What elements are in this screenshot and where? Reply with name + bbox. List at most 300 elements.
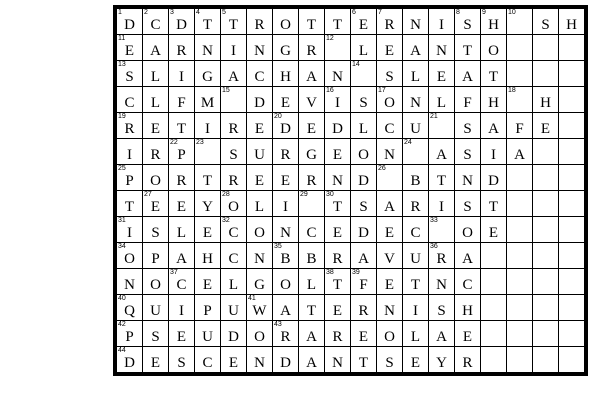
crossword-cell[interactable] — [195, 165, 221, 191]
crossword-cell[interactable] — [143, 9, 169, 35]
cell-letter: R — [228, 173, 239, 189]
cell-letter: T — [202, 173, 213, 189]
crossword-cell[interactable] — [429, 61, 455, 87]
cell-letter: T — [358, 355, 369, 371]
crossword-cell[interactable] — [507, 139, 533, 165]
clue-number: 24 — [404, 139, 412, 146]
crossword-grid[interactable] — [116, 8, 585, 373]
crossword-cell[interactable] — [325, 217, 351, 243]
cell-letter: S — [463, 121, 472, 137]
clue-number: 25 — [118, 165, 126, 172]
cell-letter: E — [150, 199, 161, 215]
crossword-cell[interactable] — [403, 347, 429, 373]
crossword-cell[interactable] — [429, 9, 455, 35]
cell-letter: S — [151, 329, 160, 345]
crossword-cell[interactable] — [273, 321, 299, 347]
crossword-cell[interactable] — [455, 165, 481, 191]
crossword-cell[interactable] — [377, 243, 403, 269]
crossword-cell[interactable] — [299, 347, 325, 373]
cell-letter: E — [124, 43, 135, 59]
cell-letter: E — [384, 43, 395, 59]
crossword-cell[interactable] — [533, 87, 559, 113]
crossword-cell[interactable] — [169, 87, 195, 113]
crossword-cell[interactable] — [351, 269, 377, 295]
crossword-cell[interactable] — [455, 191, 481, 217]
clue-number: 23 — [196, 139, 204, 146]
cell-letter: A — [280, 303, 291, 319]
crossword-cell[interactable] — [247, 87, 273, 113]
crossword-cell[interactable] — [221, 165, 247, 191]
crossword-cell[interactable] — [481, 113, 507, 139]
cell-letter: I — [205, 121, 210, 137]
crossword-cell[interactable] — [325, 9, 351, 35]
crossword-cell[interactable] — [273, 87, 299, 113]
crossword-cell[interactable] — [221, 321, 247, 347]
crossword-cell[interactable] — [429, 217, 455, 243]
cell-letter: S — [463, 147, 472, 163]
crossword-cell[interactable] — [247, 113, 273, 139]
crossword-cell[interactable] — [273, 347, 299, 373]
cell-letter: N — [254, 251, 265, 267]
crossword-cell[interactable] — [273, 191, 299, 217]
cell-letter: L — [358, 43, 369, 59]
crossword-cell[interactable] — [299, 87, 325, 113]
crossword-cell[interactable] — [455, 9, 481, 35]
crossword-cell[interactable] — [455, 321, 481, 347]
clue-number: 5 — [222, 9, 226, 16]
crossword-cell[interactable] — [377, 87, 403, 113]
crossword-cell[interactable] — [221, 35, 247, 61]
crossword-cell[interactable] — [117, 191, 143, 217]
crossword-block-cell — [507, 191, 533, 217]
crossword-cell[interactable] — [377, 269, 403, 295]
crossword-cell[interactable] — [403, 139, 429, 165]
crossword-cell[interactable] — [351, 113, 377, 139]
crossword-cell[interactable] — [221, 243, 247, 269]
cell-letter: I — [439, 17, 444, 33]
cell-letter: E — [280, 173, 291, 189]
crossword-block-cell — [533, 35, 559, 61]
crossword-cell[interactable] — [195, 295, 221, 321]
crossword-cell[interactable] — [273, 217, 299, 243]
crossword-cell[interactable] — [273, 9, 299, 35]
crossword-cell[interactable] — [377, 321, 403, 347]
crossword-cell[interactable] — [221, 9, 247, 35]
crossword-cell[interactable] — [299, 165, 325, 191]
cell-letter: R — [306, 173, 317, 189]
crossword-cell[interactable] — [299, 295, 325, 321]
crossword-cell[interactable] — [455, 347, 481, 373]
crossword-cell[interactable] — [299, 113, 325, 139]
crossword-cell[interactable] — [195, 217, 221, 243]
crossword-cell[interactable] — [143, 165, 169, 191]
cell-letter: H — [462, 303, 473, 319]
cell-letter: O — [462, 225, 473, 241]
crossword-cell[interactable] — [455, 35, 481, 61]
cell-letter: T — [488, 69, 499, 85]
crossword-cell[interactable] — [221, 269, 247, 295]
cell-letter: R — [332, 329, 343, 345]
crossword-cell[interactable] — [143, 139, 169, 165]
cell-letter: T — [124, 199, 135, 215]
crossword-cell[interactable] — [221, 191, 247, 217]
crossword-cell[interactable] — [377, 113, 403, 139]
crossword-cell[interactable] — [273, 113, 299, 139]
crossword-cell[interactable] — [377, 191, 403, 217]
crossword-cell[interactable] — [299, 9, 325, 35]
cell-letter: R — [124, 121, 135, 137]
crossword-cell[interactable] — [195, 35, 221, 61]
crossword-cell[interactable] — [143, 113, 169, 139]
crossword-cell[interactable] — [169, 191, 195, 217]
crossword-block-cell — [559, 295, 585, 321]
crossword-cell[interactable] — [429, 295, 455, 321]
cell-letter: E — [462, 329, 473, 345]
cell-letter: R — [280, 147, 291, 163]
cell-letter: C — [150, 17, 161, 33]
crossword-cell[interactable] — [117, 61, 143, 87]
cell-letter: B — [410, 173, 421, 189]
crossword-cell[interactable] — [325, 35, 351, 61]
clue-number: 37 — [170, 269, 178, 276]
crossword-cell[interactable] — [325, 87, 351, 113]
crossword-cell[interactable] — [403, 243, 429, 269]
cell-letter: E — [358, 329, 369, 345]
cell-letter: B — [280, 251, 291, 267]
cell-letter: E — [410, 355, 421, 371]
crossword-cell[interactable] — [507, 113, 533, 139]
clue-number: 20 — [274, 113, 282, 120]
crossword-cell[interactable] — [455, 113, 481, 139]
clue-number: 34 — [118, 243, 126, 250]
cell-letter: I — [413, 303, 418, 319]
cell-letter: R — [176, 173, 187, 189]
crossword-cell[interactable] — [143, 321, 169, 347]
crossword-cell[interactable] — [377, 61, 403, 87]
crossword-cell[interactable] — [377, 217, 403, 243]
cell-letter: A — [462, 251, 473, 267]
crossword-cell[interactable] — [455, 243, 481, 269]
crossword-cell[interactable] — [273, 243, 299, 269]
crossword-cell[interactable] — [195, 243, 221, 269]
crossword-row — [117, 9, 585, 35]
crossword-cell[interactable] — [455, 217, 481, 243]
cell-letter: A — [462, 69, 473, 85]
crossword-cell[interactable] — [455, 61, 481, 87]
clue-number: 19 — [118, 113, 126, 120]
crossword-cell[interactable] — [481, 191, 507, 217]
crossword-cell[interactable] — [195, 61, 221, 87]
crossword-cell[interactable] — [481, 217, 507, 243]
crossword-cell[interactable] — [273, 139, 299, 165]
cell-letter: U — [254, 147, 265, 163]
crossword-cell[interactable] — [247, 61, 273, 87]
crossword-cell[interactable] — [429, 87, 455, 113]
crossword-cell[interactable] — [403, 61, 429, 87]
crossword-cell[interactable] — [143, 295, 169, 321]
crossword-cell[interactable] — [221, 295, 247, 321]
crossword-cell[interactable] — [299, 139, 325, 165]
cell-letter: E — [332, 147, 343, 163]
cell-letter: E — [150, 355, 161, 371]
clue-number: 14 — [352, 61, 360, 68]
crossword-cell[interactable] — [169, 113, 195, 139]
crossword-cell[interactable] — [429, 35, 455, 61]
crossword-cell[interactable] — [325, 61, 351, 87]
crossword-cell[interactable] — [221, 61, 247, 87]
crossword-cell[interactable] — [117, 165, 143, 191]
crossword-cell[interactable] — [247, 347, 273, 373]
cell-letter: E — [540, 121, 551, 137]
crossword-cell[interactable] — [429, 113, 455, 139]
crossword-cell[interactable] — [117, 321, 143, 347]
clue-number: 21 — [430, 113, 438, 120]
cell-letter: S — [385, 355, 394, 371]
crossword-block-cell — [481, 243, 507, 269]
crossword-cell[interactable] — [143, 217, 169, 243]
crossword-row — [117, 191, 585, 217]
clue-number: 39 — [352, 269, 360, 276]
cell-letter: E — [280, 95, 291, 111]
crossword-cell[interactable] — [429, 243, 455, 269]
crossword-cell[interactable] — [325, 269, 351, 295]
crossword-cell[interactable] — [247, 295, 273, 321]
crossword-cell[interactable] — [351, 139, 377, 165]
crossword-cell[interactable] — [481, 139, 507, 165]
crossword-cell[interactable] — [325, 321, 351, 347]
cell-letter: L — [176, 225, 187, 241]
cell-letter: E — [384, 277, 395, 293]
crossword-block-cell — [481, 295, 507, 321]
crossword-cell[interactable] — [455, 269, 481, 295]
cell-letter: R — [384, 17, 395, 33]
crossword-cell[interactable] — [247, 217, 273, 243]
crossword-cell[interactable] — [351, 165, 377, 191]
crossword-cell[interactable] — [169, 347, 195, 373]
crossword-cell[interactable] — [273, 269, 299, 295]
crossword-cell[interactable] — [403, 191, 429, 217]
crossword-cell[interactable] — [351, 243, 377, 269]
crossword-cell[interactable] — [143, 61, 169, 87]
crossword-cell[interactable] — [247, 243, 273, 269]
crossword-cell[interactable] — [377, 165, 403, 191]
cell-letter: M — [200, 95, 215, 111]
crossword-cell[interactable] — [117, 139, 143, 165]
crossword-cell[interactable] — [117, 269, 143, 295]
crossword-cell[interactable] — [221, 87, 247, 113]
crossword-cell[interactable] — [351, 87, 377, 113]
crossword-cell[interactable] — [403, 113, 429, 139]
crossword-cell[interactable] — [403, 269, 429, 295]
crossword-cell[interactable] — [455, 139, 481, 165]
crossword-cell[interactable] — [169, 139, 195, 165]
crossword-cell[interactable] — [273, 61, 299, 87]
cell-letter: H — [488, 95, 499, 111]
crossword-cell[interactable] — [377, 9, 403, 35]
crossword-cell[interactable] — [325, 243, 351, 269]
crossword-cell[interactable] — [143, 243, 169, 269]
crossword-cell[interactable] — [429, 269, 455, 295]
crossword-cell[interactable] — [195, 139, 221, 165]
crossword-cell[interactable] — [325, 191, 351, 217]
crossword-cell[interactable] — [299, 191, 325, 217]
crossword-cell[interactable] — [403, 87, 429, 113]
crossword-cell[interactable] — [247, 35, 273, 61]
crossword-cell[interactable] — [195, 269, 221, 295]
crossword-cell[interactable] — [403, 295, 429, 321]
crossword-cell[interactable] — [377, 295, 403, 321]
crossword-cell[interactable] — [247, 191, 273, 217]
cell-letter: A — [228, 69, 239, 85]
cell-letter: I — [127, 147, 132, 163]
crossword-cell[interactable] — [325, 139, 351, 165]
crossword-cell[interactable] — [117, 243, 143, 269]
crossword-cell[interactable] — [169, 9, 195, 35]
crossword-cell[interactable] — [117, 295, 143, 321]
crossword-cell[interactable] — [299, 61, 325, 87]
cell-letter: H — [488, 17, 499, 33]
crossword-cell[interactable] — [195, 87, 221, 113]
crossword-cell[interactable] — [481, 87, 507, 113]
crossword-cell[interactable] — [247, 321, 273, 347]
crossword-block-cell — [559, 243, 585, 269]
crossword-cell[interactable] — [481, 61, 507, 87]
crossword-cell[interactable] — [143, 269, 169, 295]
crossword-cell[interactable] — [247, 9, 273, 35]
crossword-cell[interactable] — [299, 243, 325, 269]
crossword-cell[interactable] — [403, 217, 429, 243]
crossword-cell[interactable] — [351, 35, 377, 61]
crossword-cell[interactable] — [299, 269, 325, 295]
crossword-cell[interactable] — [195, 191, 221, 217]
crossword-cell[interactable] — [429, 165, 455, 191]
crossword-cell[interactable] — [377, 139, 403, 165]
crossword-cell[interactable] — [299, 321, 325, 347]
crossword-cell[interactable] — [169, 243, 195, 269]
crossword-block-cell — [559, 217, 585, 243]
clue-number: 32 — [222, 217, 230, 224]
crossword-cell[interactable] — [351, 321, 377, 347]
crossword-cell[interactable] — [143, 191, 169, 217]
crossword-cell[interactable] — [143, 35, 169, 61]
crossword-cell[interactable] — [247, 165, 273, 191]
crossword-cell[interactable] — [351, 191, 377, 217]
crossword-cell[interactable] — [481, 165, 507, 191]
crossword-cell[interactable] — [403, 35, 429, 61]
crossword-cell[interactable] — [195, 347, 221, 373]
crossword-block-cell — [533, 243, 559, 269]
crossword-cell[interactable] — [195, 321, 221, 347]
crossword-cell[interactable] — [429, 191, 455, 217]
crossword-cell[interactable] — [455, 87, 481, 113]
crossword-cell[interactable] — [481, 35, 507, 61]
crossword-cell[interactable] — [117, 217, 143, 243]
crossword-cell[interactable] — [221, 347, 247, 373]
crossword-cell[interactable] — [117, 9, 143, 35]
cell-letter: R — [358, 303, 369, 319]
cell-letter: N — [332, 69, 343, 85]
crossword-cell[interactable] — [247, 139, 273, 165]
crossword-cell[interactable] — [221, 113, 247, 139]
crossword-cell[interactable] — [169, 321, 195, 347]
crossword-cell[interactable] — [247, 269, 273, 295]
crossword-cell[interactable] — [221, 139, 247, 165]
cell-letter: Q — [124, 303, 135, 319]
crossword-block-cell — [559, 87, 585, 113]
crossword-cell[interactable] — [403, 9, 429, 35]
crossword-cell[interactable] — [507, 87, 533, 113]
cell-letter: G — [254, 277, 265, 293]
cell-letter: V — [384, 251, 395, 267]
crossword-cell[interactable] — [325, 295, 351, 321]
crossword-cell[interactable] — [169, 165, 195, 191]
crossword-cell[interactable] — [481, 9, 507, 35]
crossword-cell[interactable] — [117, 35, 143, 61]
crossword-cell[interactable] — [143, 87, 169, 113]
crossword-cell[interactable] — [325, 165, 351, 191]
crossword-cell[interactable] — [117, 347, 143, 373]
crossword-cell[interactable] — [273, 295, 299, 321]
cell-letter: C — [254, 69, 265, 85]
crossword-cell[interactable] — [273, 35, 299, 61]
crossword-row — [117, 61, 585, 87]
crossword-cell[interactable] — [299, 35, 325, 61]
crossword-cell[interactable] — [169, 217, 195, 243]
crossword-cell[interactable] — [455, 295, 481, 321]
cell-letter: N — [332, 173, 343, 189]
crossword-cell[interactable] — [351, 217, 377, 243]
crossword-cell[interactable] — [429, 139, 455, 165]
crossword-cell[interactable] — [169, 35, 195, 61]
crossword-cell[interactable] — [533, 9, 559, 35]
cell-letter: Y — [436, 355, 447, 371]
crossword-cell[interactable] — [143, 347, 169, 373]
cell-letter: O — [280, 17, 291, 33]
cell-letter: E — [332, 225, 343, 241]
crossword-cell[interactable] — [117, 113, 143, 139]
crossword-cell[interactable] — [533, 113, 559, 139]
crossword-cell[interactable] — [429, 347, 455, 373]
crossword-cell[interactable] — [429, 321, 455, 347]
crossword-cell[interactable] — [351, 61, 377, 87]
crossword-cell[interactable] — [325, 113, 351, 139]
cell-letter: E — [150, 121, 161, 137]
crossword-cell[interactable] — [273, 165, 299, 191]
crossword-cell[interactable] — [403, 321, 429, 347]
crossword-cell[interactable] — [559, 9, 585, 35]
crossword-cell[interactable] — [507, 9, 533, 35]
cell-letter: A — [358, 251, 369, 267]
cell-letter: T — [202, 17, 213, 33]
crossword-cell[interactable] — [169, 269, 195, 295]
crossword-cell[interactable] — [377, 35, 403, 61]
crossword-cell[interactable] — [117, 87, 143, 113]
clue-number: 4 — [196, 9, 200, 16]
clue-number: 3 — [170, 9, 174, 16]
crossword-cell[interactable] — [403, 165, 429, 191]
crossword-cell[interactable] — [299, 217, 325, 243]
crossword-cell[interactable] — [221, 217, 247, 243]
crossword-cell[interactable] — [351, 347, 377, 373]
crossword-cell[interactable] — [169, 61, 195, 87]
crossword-cell[interactable] — [351, 9, 377, 35]
crossword-cell[interactable] — [351, 295, 377, 321]
crossword-cell[interactable] — [169, 295, 195, 321]
crossword-cell[interactable] — [377, 347, 403, 373]
crossword-cell[interactable] — [195, 113, 221, 139]
crossword-cell[interactable] — [195, 9, 221, 35]
crossword-cell[interactable] — [325, 347, 351, 373]
